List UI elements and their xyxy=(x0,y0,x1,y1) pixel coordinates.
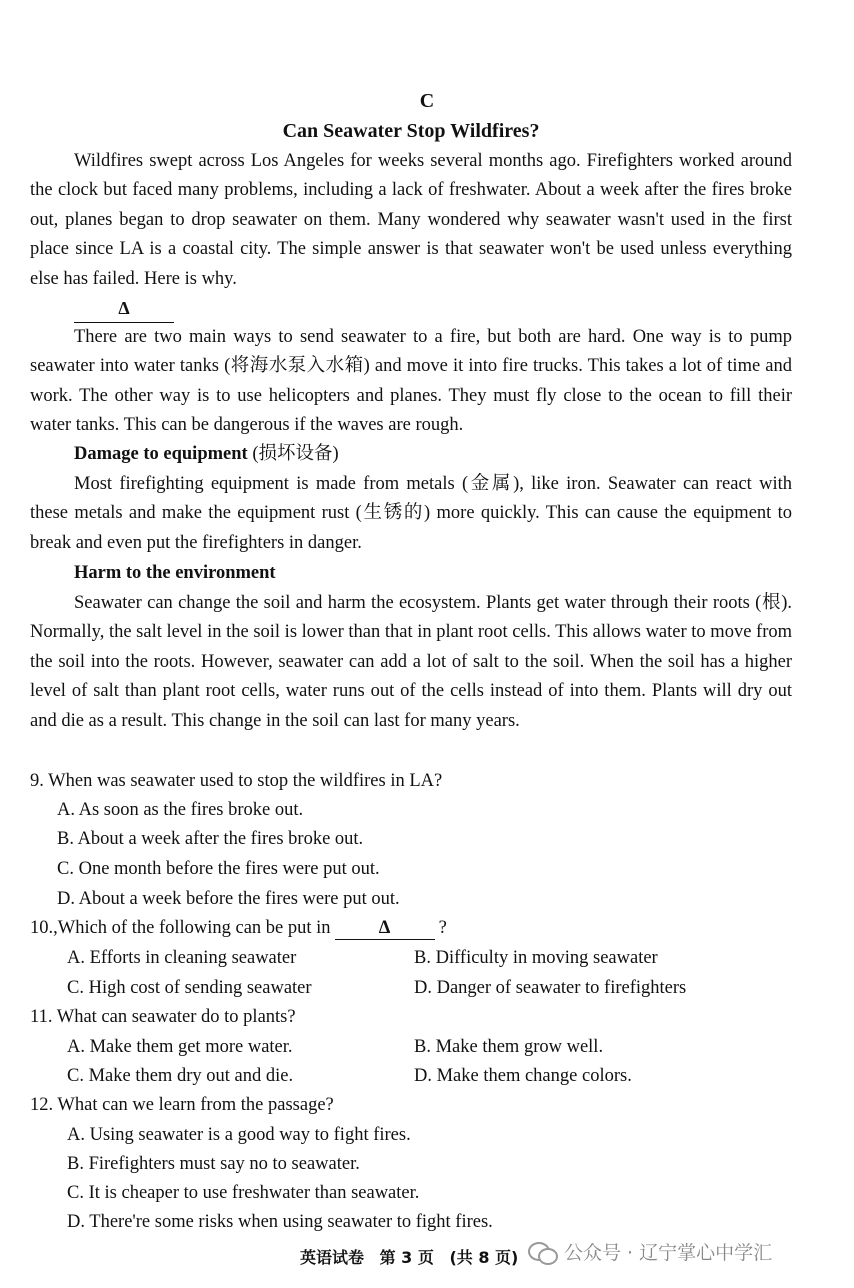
q11-stem: 11. What can seawater do to plants? xyxy=(30,1007,296,1027)
watermark-text: 公众号 · 辽宁掌心中学汇 xyxy=(564,1242,773,1264)
q11-option-c[interactable]: C. Make them dry out and die. xyxy=(67,1066,294,1086)
q10-option-a[interactable]: A. Efforts in cleaning seawater xyxy=(67,948,297,968)
q9-option-a[interactable]: A. As soon as the fires broke out. xyxy=(57,800,304,820)
paragraph-damage xyxy=(30,470,792,558)
passage-title: Can Seawater Stop Wildfires? xyxy=(282,120,540,142)
q12-option-a[interactable]: A. Using seawater is a good way to fight fires. xyxy=(67,1125,411,1145)
subhead-harm-en: Harm to the environment xyxy=(74,563,276,583)
q12-option-b[interactable]: B. Firefighters must say no to seawater. xyxy=(67,1154,360,1174)
q12-stem: 12. What can we learn from the passage? xyxy=(30,1095,334,1115)
footer-page: 第 3 页 xyxy=(379,1248,434,1267)
watermark xyxy=(528,1238,772,1265)
paragraph-harm-text: Seawater can change the soil and harm the ecosystem. Plants get water through their roots (根). Normally, the salt level in the soil is lower than that in plant root cells. This allows water to move from the soil into the roots. However, seawater can add a lot of salt to the soil. When the soil has a higher level of salt than plant root cells, water runs out of the cells instead of into them. Plants will dry out and die as a result. This change in the soil can last for many years. xyxy=(30,593,792,731)
q10-stem-line xyxy=(30,914,447,943)
paragraph-moving xyxy=(30,323,792,441)
q12-option-c[interactable]: C. It is cheaper to use freshwater than seawater. xyxy=(67,1183,420,1203)
q11-option-d[interactable]: D. Make them change colors. xyxy=(414,1066,632,1086)
q10-option-b[interactable]: B. Difficulty in moving seawater xyxy=(414,948,658,968)
section-letter: C xyxy=(419,90,435,112)
paragraph-intro xyxy=(30,147,792,294)
page-footer xyxy=(300,1245,528,1268)
subhead-damage xyxy=(74,440,339,469)
q11-option-a[interactable]: A. Make them get more water. xyxy=(67,1037,293,1057)
q9-option-b[interactable]: B. About a week after the fires broke out. xyxy=(57,829,364,849)
paragraph-moving-text: There are two main ways to send seawater to a fire, but both are hard. One way is to pump seawater into water tanks (将海水泵入水箱) and move it into fire trucks. This takes a lot of time and work. The other way is to use helicopters and planes. They must fly close to the ocean to fill their water tanks. This can be dangerous if the waves are rough. xyxy=(30,327,792,436)
q10-option-d[interactable]: D. Danger of seawater to firefighters xyxy=(414,978,687,998)
q9-stem: 9. When was seawater used to stop the wildfires in LA? xyxy=(30,771,443,791)
wechat-icon xyxy=(528,1240,558,1264)
footer-total: (共 8 页) xyxy=(449,1248,519,1267)
subhead-damage-cn: (损坏设备) xyxy=(252,444,339,464)
paragraph-damage-text: Most firefighting equipment is made from metals (金属), like iron. Seawater can react with these metals and make the equipment rust (生锈的) more quickly. This can cause the equipment to break and even put the firefighters in danger. xyxy=(30,474,792,553)
paragraph-harm xyxy=(30,589,792,736)
q10-option-c[interactable]: C. High cost of sending seawater xyxy=(67,978,312,998)
q11-option-b[interactable]: B. Make them grow well. xyxy=(414,1037,604,1057)
q12-option-d[interactable]: D. There're some risks when using seawater to fight fires. xyxy=(67,1212,493,1232)
blank-heading: Δ xyxy=(74,296,174,323)
q9-option-c[interactable]: C. One month before the fires were put out. xyxy=(57,859,380,879)
q9-option-d[interactable]: D. About a week before the fires were put out. xyxy=(57,889,400,909)
q10-stem-end: ? xyxy=(438,918,447,938)
q10-stem: 10.,Which of the following can be put in xyxy=(30,918,331,938)
subhead-damage-en: Damage to equipment xyxy=(74,444,248,464)
subhead-harm xyxy=(74,559,276,588)
paragraph-intro-text: Wildfires swept across Los Angeles for weeks several months ago. Firefighters worked around the clock but faced many problems, including a lack of freshwater. About a week after the fires broke out, planes began to drop seawater on them. Many wondered why seawater wasn't used in the first place since LA is a coastal city. The simple answer is that seawater won't be used unless everything else has failed. Here is why. xyxy=(30,151,792,289)
q10-blank: Δ xyxy=(335,917,435,940)
footer-subject: 英语试卷 xyxy=(300,1248,365,1267)
